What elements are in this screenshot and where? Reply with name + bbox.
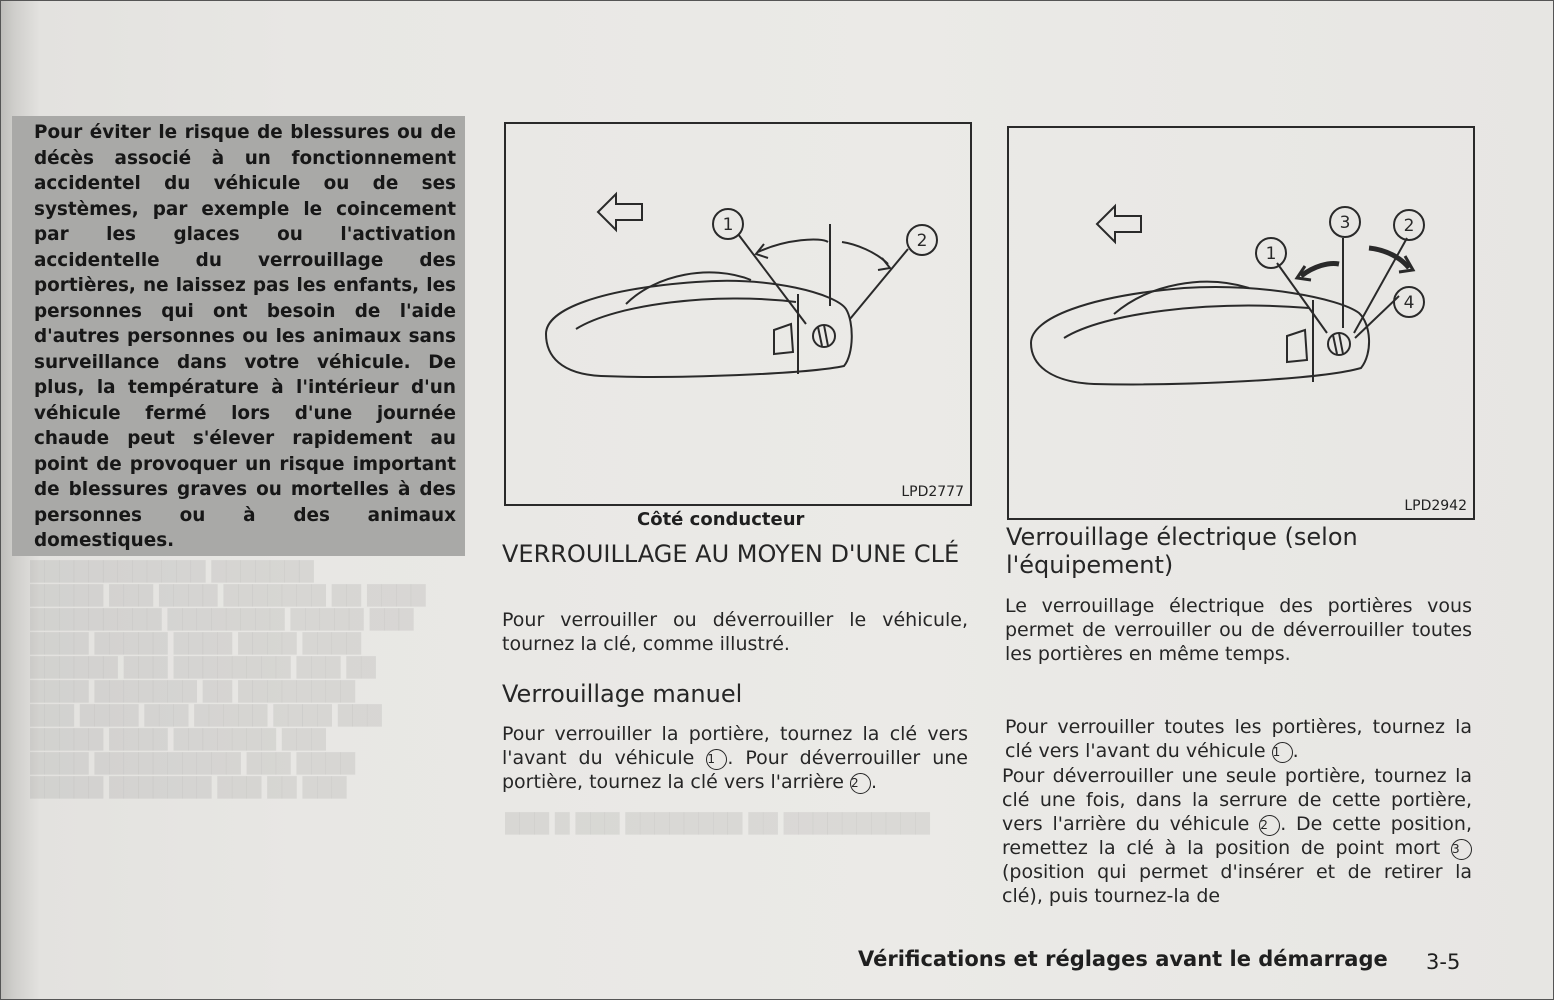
callout-2 (907, 225, 937, 255)
paragraph-manual-lock (502, 722, 968, 794)
paragraph-text: . (1292, 740, 1299, 762)
paragraph-key-lock: Pour verrouiller ou déverrouiller le véhicule, tournez la clé, comme illustré. (502, 609, 968, 655)
door-handle-shape (546, 281, 852, 377)
svg-text:1: 1 (1265, 244, 1277, 264)
section-heading-manual-lock: Verrouillage manuel (502, 680, 743, 708)
bleed-through-text: ███ █ ███ ████████ ██ ██████████ (505, 813, 930, 835)
paragraph-text: Pour verrouiller toutes les portières, tournez la clé vers l'avant du véhicule (1005, 716, 1472, 762)
figure-code: LPD2942 (1404, 498, 1467, 514)
warning-text: Pour éviter le risque de blessures ou de décès associé à un fonctionnement accidentel du véhicule ou de ses systèmes, par exemple le coincement par les glaces ou l'activation accidentelle du verrouillage des portières, ne laissez pas les enfants, les personnes qui ont besoin de l'aide d'autres personnes ou les animaux sans surveillance dans votre véhicule. De plus, la température à l'intérieur d'un véhicule fermé lors d'une journée chaude peut s'élever rapidement au point de provoquer un risque important de blessures graves ou mortelles à des personnes ou à des animaux domestiques. (34, 122, 456, 551)
paragraph-text: (position qui permet d'insérer et de retirer la clé), puis tournez-la de (1002, 861, 1472, 907)
callout-2 (1394, 210, 1424, 240)
callout-1 (713, 209, 743, 239)
callout-3 (1330, 207, 1360, 237)
door-handle-illustration (506, 124, 970, 504)
bleed-through-text: ████████████ ███████ █████ ███ ████ ███████ ██ ████ █████████ ████████ █████ ███ ████ █████ ████ ████ ████ ██████ ███ ████████ ███ ██ ████ ███████ ██ ████████ ███ ████ ███ █████ ████ ███ █████ ████ ███████ ███ ████ ██████████ ███ ████ █████ ███████ ███ ██ ███ (30, 561, 426, 799)
circled-number-1: 1 (1272, 742, 1293, 763)
svg-text:4: 4 (1403, 293, 1415, 313)
callout-1 (1256, 238, 1286, 268)
paragraph-text: Pour déverrouiller une seule portière, tournez la clé une fois, dans la serrure de cette portière, vers l'arrière du véhicule (1002, 765, 1472, 835)
circled-number-1: 1 (706, 749, 727, 770)
paragraph-text: . (871, 771, 878, 793)
door-handle-shape (1031, 287, 1369, 384)
figure-electric-lock (1007, 126, 1475, 520)
paragraph-text: . Pour déverrouiller une portière, tournez la clé vers l'arrière (502, 747, 968, 793)
door-handle-illustration (1009, 128, 1473, 518)
paragraph-electric-lock-intro: Le verrouillage électrique des portières vous permet de verrouiller ou de déverrouiller toutes les portières en même temps. (1005, 595, 1472, 665)
svg-text:3: 3 (1339, 213, 1351, 233)
section-heading-electric-lock: Verrouillage électrique (selon l'équipement) (1006, 523, 1358, 579)
paragraph-unlock-one (1002, 764, 1472, 908)
section-heading-key-lock: VERROUILLAGE AU MOYEN D'UNE CLÉ (502, 540, 960, 568)
front-direction-arrow (598, 194, 642, 230)
figure-driver-side-key (504, 122, 972, 506)
warning-box (12, 116, 465, 556)
callout-4 (1394, 287, 1424, 317)
front-direction-arrow (1097, 206, 1141, 242)
figure-caption: Côté conducteur (637, 509, 805, 530)
circled-number-3: 3 (1451, 839, 1472, 860)
svg-text:2: 2 (916, 231, 928, 251)
paragraph-text: Pour verrouiller la portière, tournez la clé vers l'avant du véhicule (502, 723, 968, 769)
circled-number-2: 2 (850, 773, 871, 794)
page-number: 3-5 (1426, 950, 1461, 974)
svg-text:2: 2 (1403, 216, 1415, 236)
circled-number-2: 2 (1259, 815, 1280, 836)
paragraph-lock-all (1005, 715, 1472, 763)
figure-code: LPD2777 (901, 484, 964, 500)
paragraph-text: . De cette position, remettez la clé à la position de point mort (1002, 813, 1472, 859)
svg-text:1: 1 (722, 215, 734, 235)
footer-section-title: Vérifications et réglages avant le démarrage (858, 947, 1388, 971)
